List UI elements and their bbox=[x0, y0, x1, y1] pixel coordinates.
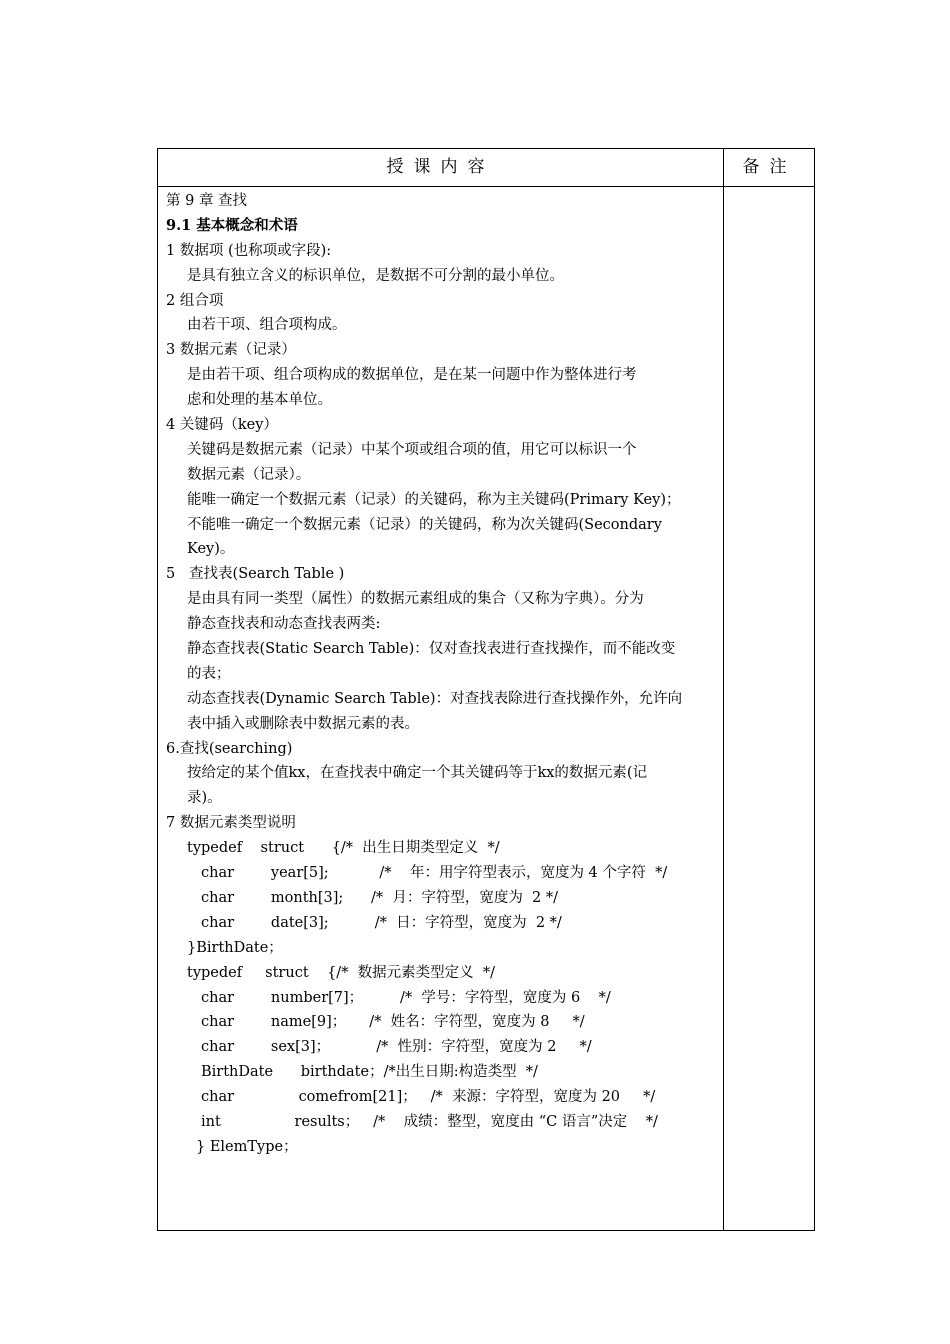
term-text: 静态查找表(Static Search Table)：仅对查找表进行查找操作，而不能改变 bbox=[187, 641, 676, 658]
code-line: char month[3]; /* 月：字符型，宽度为 2 */ bbox=[201, 889, 559, 906]
code-line: char number[7]； /* 学号：字符型，宽度为 6 */ bbox=[201, 989, 611, 1006]
term-text: 按给定的某个值kx，在查找表中确定一个其关键码等于kx的数据元素(记 bbox=[187, 765, 648, 782]
code-line: BirthDate birthdate；/*出生日期:构造类型 */ bbox=[201, 1064, 538, 1081]
term-heading: 2 组合项 bbox=[166, 292, 224, 309]
column-header-notes: 备注 bbox=[742, 157, 797, 177]
term-text: 不能唯一确定一个数据元素（记录）的关键码，称为次关键码(Secondary bbox=[187, 516, 662, 533]
code-line: char sex[3]； /* 性别：字符型，宽度为 2 */ bbox=[201, 1039, 592, 1056]
code-line: typedef struct {/* 数据元素类型定义 */ bbox=[187, 964, 496, 981]
column-divider bbox=[723, 149, 724, 1230]
header-divider bbox=[158, 186, 814, 187]
term-heading: 6.查找(searching) bbox=[166, 740, 293, 757]
term-heading: 1 数据项 (也称项或字段): bbox=[166, 242, 332, 259]
code-line: int results； /* 成绩：整型，宽度由 “C 语言”决定 */ bbox=[201, 1113, 658, 1130]
term-heading: 5 查找表(Search Table ) bbox=[166, 566, 345, 583]
term-text: 由若干项、组合项构成。 bbox=[187, 317, 347, 334]
code-line: } ElemType； bbox=[196, 1138, 298, 1155]
term-text: 数据元素（记录）。 bbox=[187, 466, 311, 483]
term-text: 动态查找表(Dynamic Search Table)：对查找表除进行查找操作外，允许向 bbox=[187, 690, 683, 707]
term-text: 是由若干项、组合项构成的数据单位，是在某一问题中作为整体进行考 bbox=[187, 367, 637, 384]
chapter-title: 第 9 章 查找 bbox=[166, 193, 248, 209]
term-heading: 3 数据元素（记录） bbox=[166, 342, 296, 359]
term-text: 是具有独立含义的标识单位，是数据不可分割的最小单位。 bbox=[187, 267, 564, 284]
code-line: char date[3]; /* 日：字符型，宽度为 2 */ bbox=[201, 914, 562, 931]
code-line: char comefrom[21]； /* 来源：字符型，宽度为 20 */ bbox=[201, 1089, 656, 1106]
code-line: }BirthDate； bbox=[187, 939, 283, 956]
term-text: 录)。 bbox=[187, 790, 222, 807]
code-line: char year[5]; /* 年：用字符型表示，宽度为 4 个字符 */ bbox=[201, 865, 668, 882]
code-line: typedef struct {/* 出生日期类型定义 */ bbox=[187, 840, 500, 857]
code-line: char name[9]； /* 姓名：字符型，宽度为 8 */ bbox=[201, 1014, 585, 1031]
lesson-content bbox=[166, 189, 718, 1160]
term-text: 的表； bbox=[187, 665, 231, 682]
term-text: 能唯一确定一个数据元素（记录）的关键码，称为主关键码(Primary Key)； bbox=[187, 491, 681, 508]
column-header-content: 授课内容 bbox=[386, 157, 495, 177]
term-text: 虑和处理的基本单位。 bbox=[187, 392, 332, 409]
term-text: Key)。 bbox=[187, 541, 235, 558]
term-heading: 4 关键码（key） bbox=[166, 417, 278, 434]
section-title: 9.1 基本概念和术语 bbox=[166, 216, 298, 234]
term-text: 关键码是数据元素（记录）中某个项或组合项的值，用它可以标识一个 bbox=[187, 441, 637, 458]
term-text: 静态查找表和动态查找表两类: bbox=[187, 616, 381, 633]
lesson-table bbox=[157, 148, 815, 1231]
term-text: 是由具有同一类型（属性）的数据元素组成的集合（又称为字典）。分为 bbox=[187, 591, 644, 608]
term-heading: 7 数据元素类型说明 bbox=[166, 815, 296, 832]
term-text: 表中插入或删除表中数据元素的表。 bbox=[187, 715, 419, 732]
